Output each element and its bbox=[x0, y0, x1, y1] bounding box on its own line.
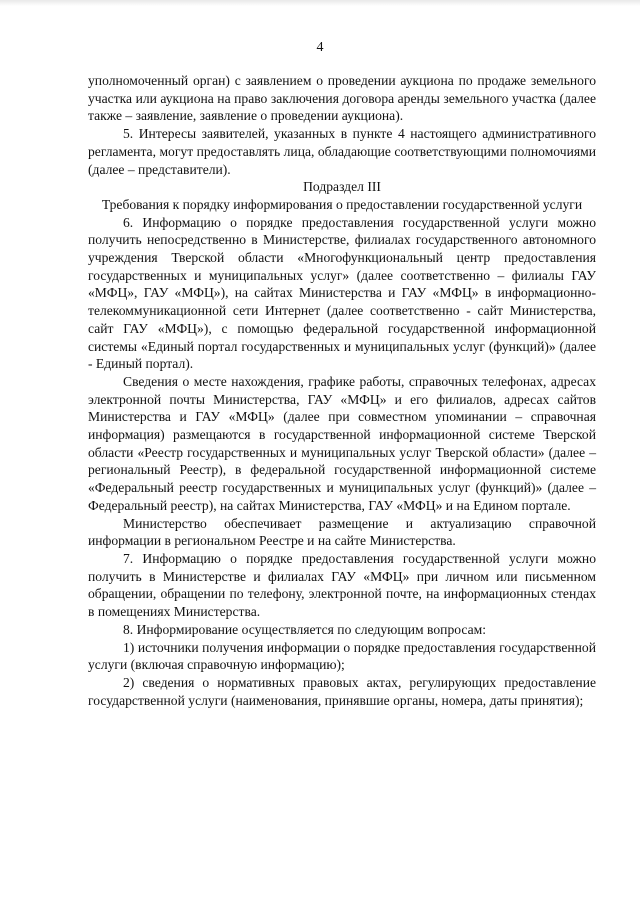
list-item-1: 1) источники получения информации о порядке предоставления государственной услуги (включая справочную информацию); bbox=[88, 639, 596, 673]
subsection-heading: Подраздел III bbox=[303, 179, 381, 195]
paragraph-item-8: 8. Информирование осуществляется по следующим вопросам: bbox=[123, 621, 487, 637]
subsection-title: Требования к порядку информирования о предоставлении государственной услуги bbox=[101, 196, 583, 212]
list-item-2: 2) сведения о нормативных правовых актах, регулирующих предоставление государственной услуги (наименования, принявшие органы, номера, даты принятия); bbox=[88, 674, 596, 708]
scan-top-edge bbox=[0, 0, 640, 6]
page-number: 4 bbox=[316, 40, 324, 55]
paragraph-continuation: уполномоченный орган) с заявлением о проведении аукциона по продаже земельного участка или аукциона на право заключения договора аренды земельного участка (далее также – заявление, заявление о проведении аукциона). bbox=[88, 73, 596, 124]
paragraph-item-7: 7. Информацию о порядке предоставления государственной услуги можно получить в Министерстве и филиалах ГАУ «МФЦ» при личном или письменном обращении, обращении по телефону, электронной почте, на информационных стендах в помещениях Министерства. bbox=[88, 550, 596, 620]
paragraph-item-5: 5. Интересы заявителей, указанных в пункте 4 настоящего административного регламента, могут предоставлять лица, обладающие соответствующими полномочиями (далее – представители). bbox=[88, 126, 596, 177]
paragraph-item-6: 6. Информацию о порядке предоставления государственной услуги можно получить непосредственно в Министерстве, филиалах государственного автономного учреждения Тверской области «Многофункциональный центр предоставления государственных и муниципальных услуг» (далее соответственно – филиалы ГАУ «МФЦ», ГАУ «МФЦ»), на сайтах Министерства и ГАУ «МФЦ» в информационно-телекоммуникационной сети Интернет (далее соответственно - сайт Министерства, сайт ГАУ «МФЦ»), с помощью федеральной государственной информационной системы «Единый портал государственных и муниципальных услуг (функций)» (далее - Единый портал). bbox=[88, 214, 596, 372]
paragraph-ministry-duty: Министерство обеспечивает размещение и актуализацию справочной информации в региональном Реестре и на сайте Министерства. bbox=[88, 515, 596, 549]
document-body bbox=[88, 72, 596, 709]
paragraph-reference-info: Сведения о месте нахождения, графике работы, справочных телефонах, адресах электронной почты Министерства, ГАУ «МФЦ» и его филиалов, адресах сайтов Министерства и ГАУ «МФЦ» (далее при совместном упоминании – справочная информация) размещаются в государственной информационной системе Тверской области «Реестр государственных и муниципальных услуг Тверской области» (далее – региональный Реестр), в федеральной государственной информационной системе «Федеральный реестр государственных и муниципальных услуг (функций)» (далее – Федеральный реестр), на сайтах Министерства, ГАУ «МФЦ» и на Едином портале. bbox=[88, 373, 596, 513]
